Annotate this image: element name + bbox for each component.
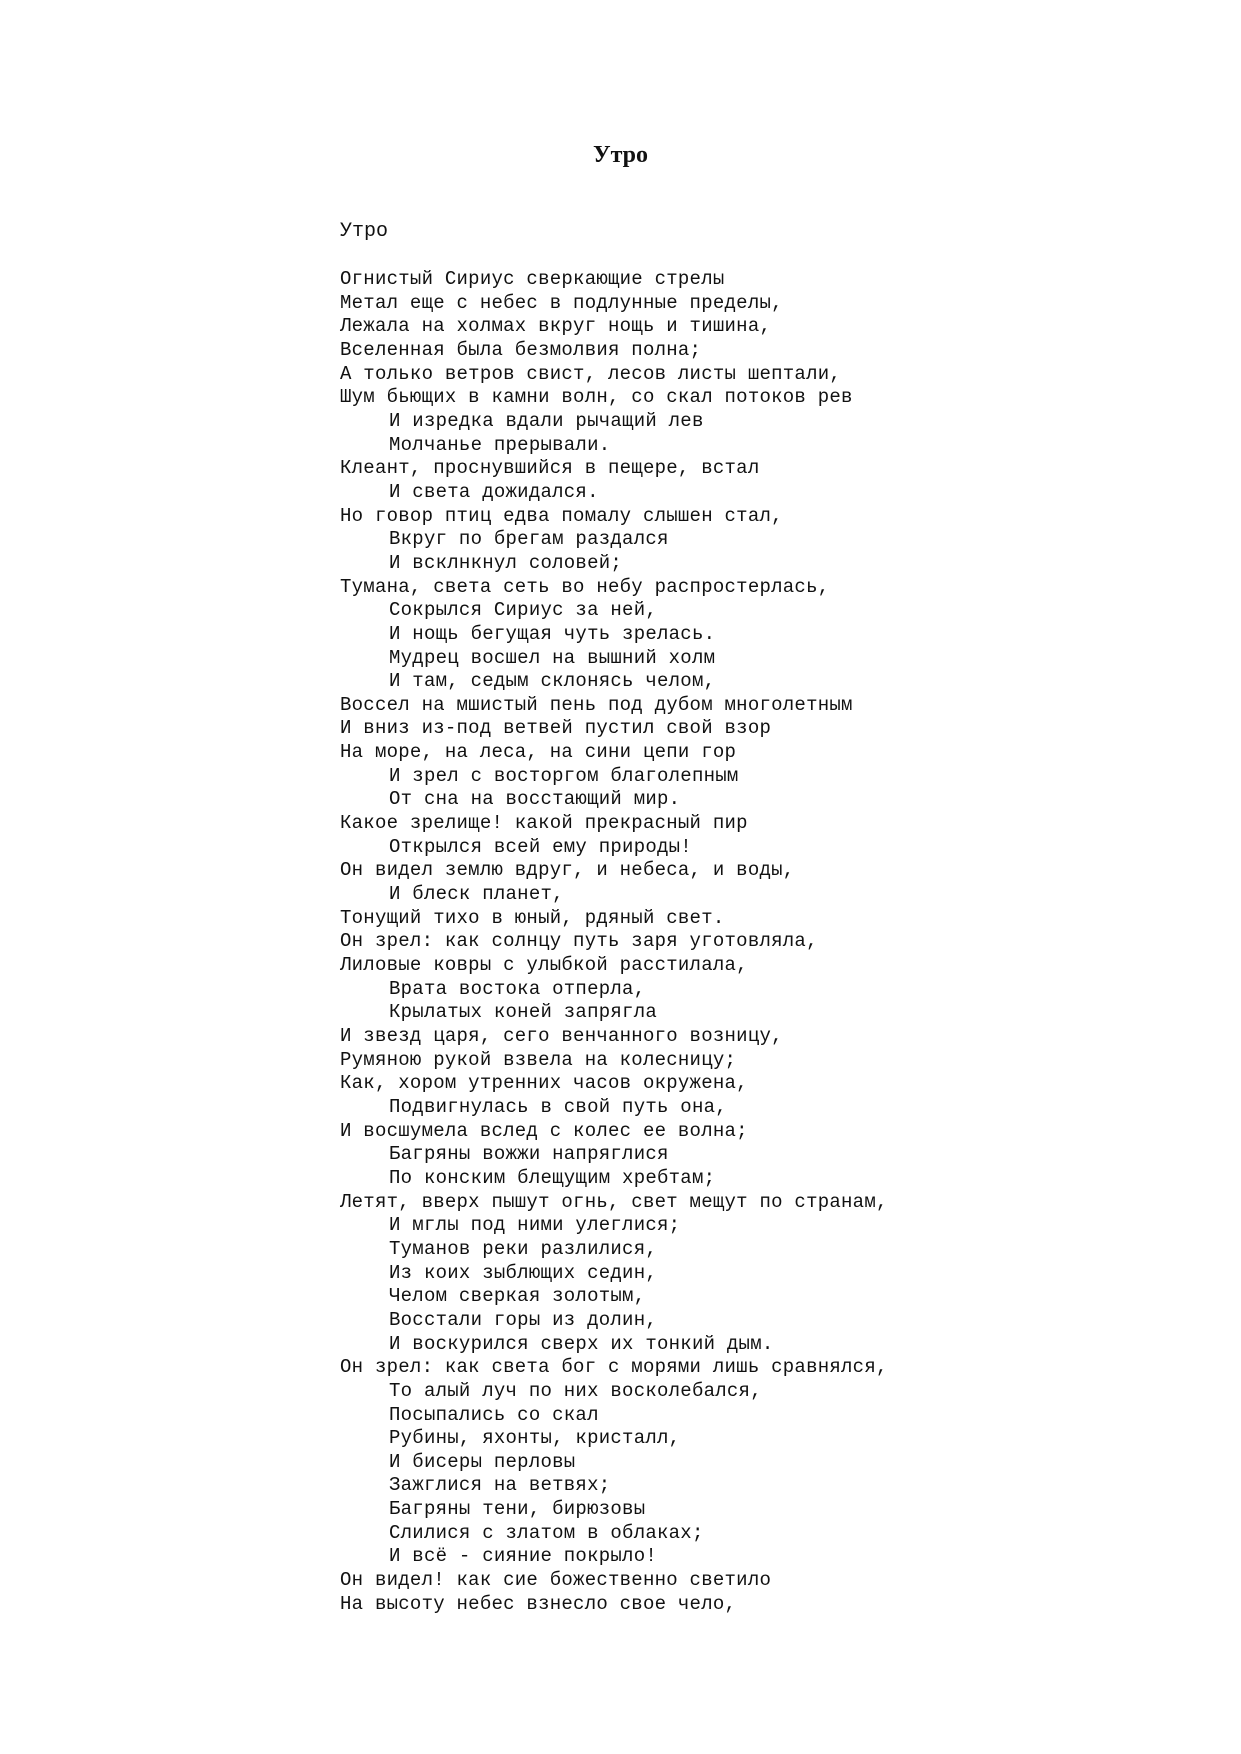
- poem-line: На море, на леса, на сини цепи гор: [340, 741, 737, 764]
- poem-line: Челом сверкая золотым,: [389, 1285, 646, 1308]
- poem-line: Рубины, яхонты, кристалл,: [389, 1427, 681, 1450]
- poem-line: Лежала на холмах вкруг нощь и тишина,: [340, 315, 772, 338]
- poem-line: И воскурился сверх их тонкий дым.: [389, 1332, 774, 1355]
- poem-line: Он зрел: как света бог с морями лишь сравнялся,: [340, 1356, 888, 1379]
- poem-line: И восшумела вслед с колес ее волна;: [340, 1119, 748, 1142]
- poem-line: И мглы под ними улеглися;: [389, 1214, 681, 1237]
- poem-line: И всё - сияние покрыло!: [389, 1545, 657, 1568]
- poem-line: Сокрылся Сириус за ней,: [389, 599, 657, 622]
- poem-body: [340, 268, 888, 1616]
- poem-line: Огнистый Сириус сверкающие стрелы: [340, 268, 725, 290]
- page-title: Утро: [592, 142, 649, 168]
- poem-line: Он видел землю вдруг, и небеса, и воды,: [340, 859, 795, 882]
- poem-line: Крылатых коней запрягла: [389, 1001, 657, 1024]
- poem-line: Багряны вожжи напряглися: [389, 1143, 669, 1166]
- poem-line: Воссел на мшистый пень под дубом многолетным: [340, 693, 853, 716]
- poem-line: Восстали горы из долин,: [389, 1308, 657, 1331]
- poem-line: И там, седым склонясь челом,: [389, 670, 716, 693]
- poem-line: Тумана, света сеть во небу распростерлась,: [340, 575, 830, 598]
- poem-line: Какое зрелище! какой прекрасный пир: [340, 812, 748, 835]
- poem-line: Румяною рукой взвела на колесницу;: [340, 1048, 737, 1071]
- poem-line: Молчанье прерывали.: [389, 433, 611, 456]
- poem-line: Вкруг по брегам раздался: [389, 528, 669, 551]
- poem-line: Шум бьющих в камни волн, со скал потоков рев: [340, 386, 853, 409]
- poem-line: Летят, вверх пышут огнь, свет мещут по странам,: [340, 1190, 888, 1213]
- poem-line: Открылся всей ему природы!: [389, 835, 692, 858]
- poem-line: Как, хором утренних часов окружена,: [340, 1072, 748, 1095]
- poem-line: По конским блещущим хребтам;: [389, 1166, 716, 1189]
- poem-line: Туманов реки разлилися,: [389, 1237, 657, 1260]
- poem-line: Мудрец восшел на вышний холм: [389, 646, 716, 669]
- poem-line: И нощь бегущая чуть зрелась.: [389, 622, 716, 645]
- poem-line: Тонущий тихо в юный, рдяный свет.: [340, 906, 725, 929]
- poem-line: От сна на восстающий мир.: [389, 788, 681, 811]
- poem-line: И вниз из-под ветвей пустил свой взор: [340, 717, 772, 740]
- poem-line: А только ветров свист, лесов листы шептали,: [340, 362, 842, 385]
- poem-line: И всклнкнул соловей;: [389, 551, 623, 574]
- poem-line: Он видел! как сие божественно светило: [340, 1569, 772, 1592]
- poem-line: И бисеры перловы: [389, 1450, 576, 1473]
- poem-line: Вселенная была безмолвия полна;: [340, 338, 702, 361]
- poem-line: Подвигнулась в свой путь она,: [389, 1095, 727, 1118]
- poem-line: Он зрел: как солнцу путь заря уготовляла,: [340, 930, 818, 953]
- poem-line: Посыпались со скал: [389, 1403, 599, 1426]
- poem-line: И зрел с восторгом благолепным: [389, 764, 739, 787]
- poem-line: Лиловые ковры с улыбкой расстилала,: [340, 954, 748, 977]
- poem-line: И изредка вдали рычащий лев: [389, 409, 704, 432]
- poem-line: И света дожидался.: [389, 480, 599, 503]
- poem-heading: Утро: [340, 220, 389, 243]
- poem-line: Врата востока отперла,: [389, 977, 646, 1000]
- poem-line: Но говор птиц едва помалу слышен стал,: [340, 504, 783, 527]
- poem-line: Слилися с златом в облаках;: [389, 1521, 704, 1544]
- poem-line: То алый луч по них восколебался,: [389, 1379, 762, 1402]
- poem-line: И звезд царя, сего венчанного возницу,: [340, 1025, 783, 1047]
- poem-line: И блеск планет,: [389, 883, 564, 906]
- poem-line: Багряны тени, бирюзовы: [389, 1498, 646, 1521]
- poem-line: Метал еще с небес в подлунные пределы,: [340, 291, 783, 314]
- poem-line: На высоту небес взнесло свое чело,: [340, 1592, 737, 1615]
- poem-line: Зажглися на ветвях;: [389, 1474, 611, 1497]
- poem-line: Клеант, проснувшийся в пещере, встал: [340, 457, 760, 480]
- poem-line: Из коих зыблющих седин,: [389, 1261, 657, 1284]
